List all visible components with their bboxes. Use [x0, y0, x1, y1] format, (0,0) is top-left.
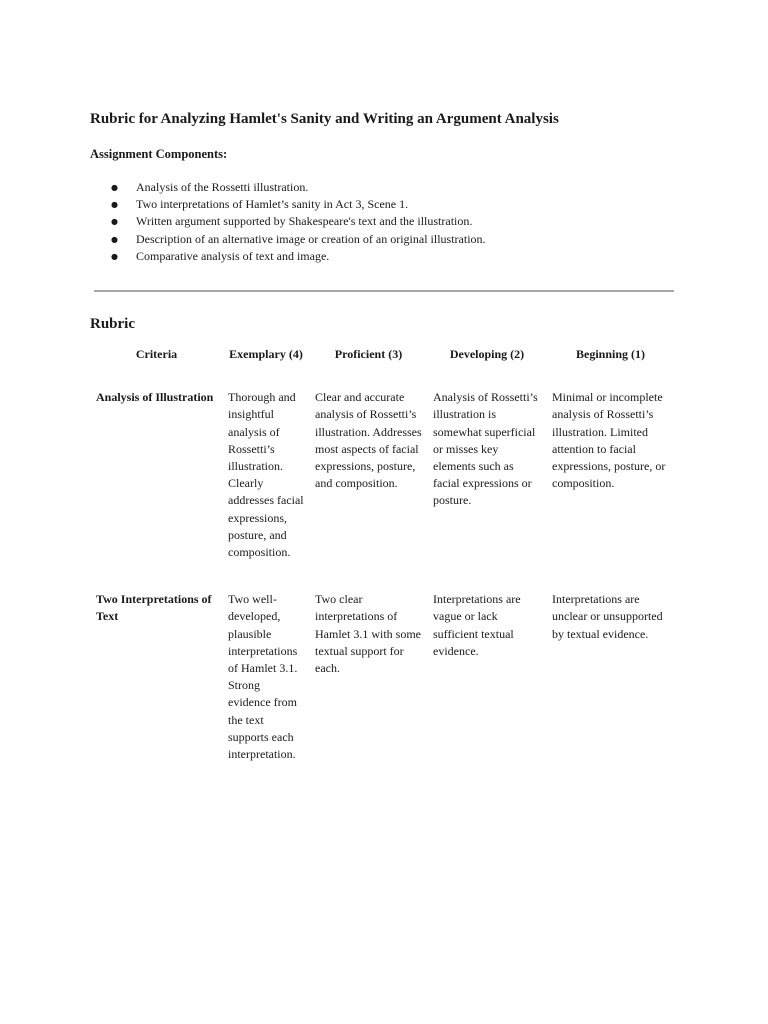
header-criteria: Criteria — [135, 347, 178, 361]
header-beginning: Beginning (1) — [575, 347, 645, 361]
component-item: ● Description of an alternative image or creation of an original illustration. — [90, 231, 486, 248]
section-divider — [94, 290, 674, 292]
exemplary-cell: Thorough and insightful analysis of Rossetti’s illustration. Clearly addresses facial expressions, posture, and composition. — [228, 390, 304, 560]
beginning-cell: Minimal or incomplete analysis of Rossetti’s illustration. Limited attention to facial expressions, posture, or composition. — [552, 390, 666, 491]
rubric-heading: Rubric — [90, 316, 135, 332]
header-proficient: Proficient (3) — [334, 347, 403, 361]
criterion-cell: Analysis of Illustration — [96, 390, 214, 405]
beginning-cell: Interpretations are unclear or unsupported by textual evidence. — [552, 592, 663, 641]
criterion-cell: Two Interpretations of Text — [96, 592, 212, 624]
header-exemplary: Exemplary (4) — [229, 347, 303, 361]
component-item: ● Analysis of the Rossetti illustration. — [90, 179, 486, 196]
component-item: ● Comparative analysis of text and image. — [90, 248, 486, 265]
rubric-header-row — [90, 340, 674, 383]
assignment-components-label: Assignment Components: — [90, 147, 228, 161]
rubric-table — [90, 340, 674, 769]
exemplary-cell: Two well-developed, plausible interpretations of Hamlet 3.1. Strong evidence from the text supports each interpretation. — [228, 592, 298, 762]
rubric-row — [90, 383, 674, 585]
component-item: ● Two interpretations of Hamlet’s sanity in Act 3, Scene 1. — [90, 196, 486, 213]
rubric-row — [90, 585, 674, 769]
component-item: ● Written argument supported by Shakespeare's text and the illustration. — [90, 213, 486, 230]
proficient-cell: Two clear interpretations of Hamlet 3.1 with some textual support for each. — [315, 592, 421, 676]
document-title: Rubric for Analyzing Hamlet's Sanity and Writing an Argument Analysis — [90, 111, 559, 127]
developing-cell: Analysis of Rossetti’s illustration is somewhat superficial or misses key elements such as facial expressions or posture. — [433, 390, 538, 508]
header-developing: Developing (2) — [449, 347, 525, 361]
developing-cell: Interpretations are vague or lack sufficient textual evidence. — [433, 592, 521, 658]
proficient-cell: Clear and accurate analysis of Rossetti’s illustration. Addresses most aspects of facial expressions, posture, and composition. — [315, 390, 422, 491]
assignment-components-list — [90, 179, 486, 265]
